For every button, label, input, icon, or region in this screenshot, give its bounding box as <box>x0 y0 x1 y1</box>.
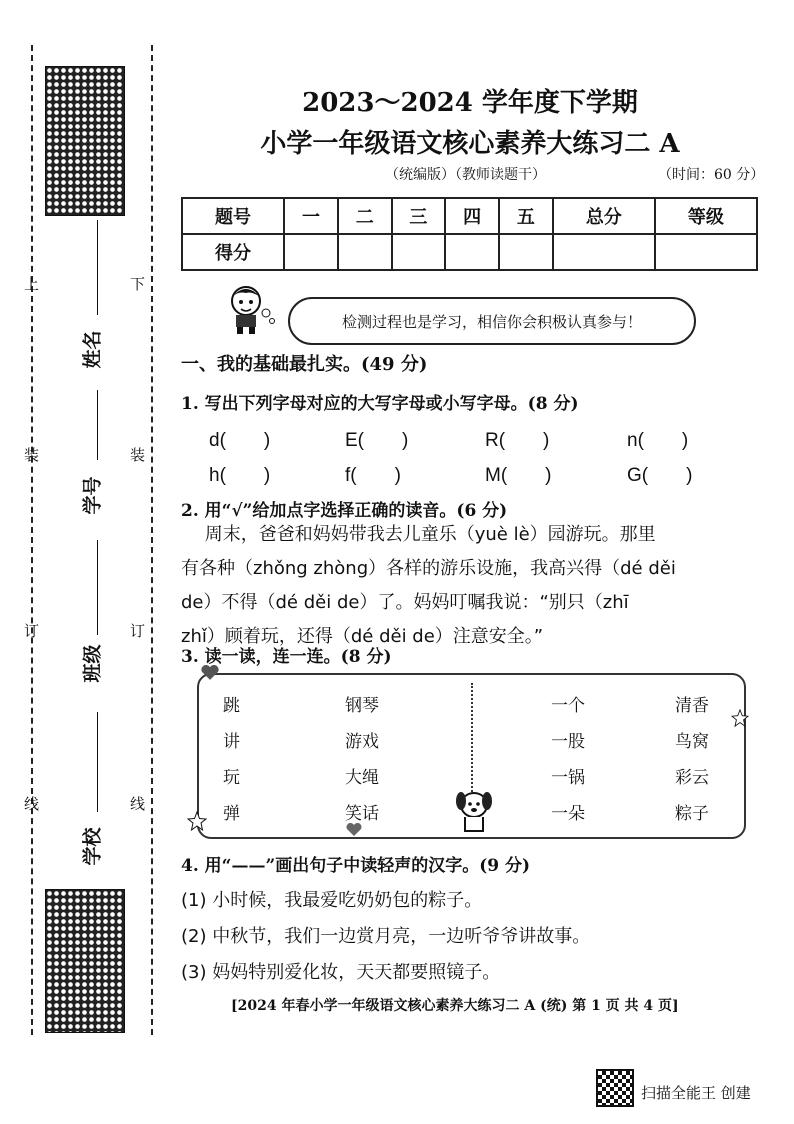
score-blank[interactable] <box>499 234 553 270</box>
letter-item[interactable]: E( ) <box>345 430 409 451</box>
score-table-score-row <box>182 234 757 270</box>
matching-box <box>197 673 746 839</box>
score-table-header-row <box>182 198 757 234</box>
bubble-text: 检测过程也是学习，相信你会积极认真参与！ <box>341 312 642 331</box>
school-label: 学校 <box>81 827 104 866</box>
match-verb[interactable]: 弹 <box>223 804 240 824</box>
binding-dash-line-right <box>151 45 153 1035</box>
match-verb[interactable]: 跳 <box>223 696 240 716</box>
edition-note: （统编版）（教师读题干） <box>385 167 546 183</box>
match-verb[interactable]: 讲 <box>223 732 240 752</box>
match-measure[interactable]: 一锅 <box>551 768 585 788</box>
q2-line: 周末，爸爸和妈妈带我去儿童乐（yuè lè）园游玩。那里 <box>181 524 656 545</box>
score-cell: 二 <box>338 198 392 234</box>
heart-icon <box>345 823 363 837</box>
score-cell: 四 <box>445 198 499 234</box>
exam-title-line2: 小学一年级语文核心素养大练习二 A <box>260 129 680 159</box>
score-cell: 等级 <box>655 198 757 234</box>
binding-char-left: 订 <box>24 622 40 640</box>
score-blank[interactable] <box>392 234 446 270</box>
student-id-line <box>97 390 98 460</box>
binding-char-right: 装 <box>130 446 146 464</box>
match-noun[interactable]: 彩云 <box>675 768 709 788</box>
q2-line: zhǐ）顾着玩，还得（dé děi de）注意安全。” <box>181 626 544 647</box>
letter-item[interactable]: M( ) <box>485 465 552 486</box>
score-cell: 五 <box>499 198 553 234</box>
time-note: （时间：60 分） <box>658 167 765 183</box>
score-cell: 三 <box>392 198 446 234</box>
page-footer: [2024 年春小学一年级语文核心素养大练习二 A (统) 第 1 页 共 4 页] <box>231 998 679 1014</box>
binding-dash-line-left <box>31 45 33 1035</box>
q4-sentence: (2) 中秋节，我们一边赏月亮，一边听爷爷讲故事。 <box>181 926 591 947</box>
score-table <box>181 197 758 271</box>
class-label: 班级 <box>81 644 104 683</box>
score-row-label: 得分 <box>182 234 284 270</box>
encouragement-bubble <box>288 297 696 345</box>
name-label: 姓名 <box>81 330 104 369</box>
score-cell: 总分 <box>553 198 655 234</box>
bottom-dot-pattern <box>45 889 125 1033</box>
q4-title: 4. 用“——”画出句子中读轻声的汉字。(9 分) <box>181 856 531 876</box>
school-line <box>97 712 98 812</box>
binding-char-left: 上 <box>24 275 40 293</box>
q2-line: de）不得（dé děi de）了。妈妈叮嘱我说：“别只（zhī <box>181 592 629 613</box>
binding-char-right: 线 <box>130 795 146 813</box>
q4-sentence: (3) 妈妈特别爱化妆，天天都要照镜子。 <box>181 962 501 983</box>
letter-item[interactable]: R( ) <box>485 430 550 451</box>
match-measure[interactable]: 一个 <box>551 696 585 716</box>
score-blank[interactable] <box>445 234 499 270</box>
top-dot-pattern <box>45 66 125 216</box>
match-measure[interactable]: 一股 <box>551 732 585 752</box>
q4-sentence: (1) 小时候，我最爱吃奶奶包的粽子。 <box>181 890 483 911</box>
name-line <box>97 220 98 315</box>
match-object[interactable]: 笑话 <box>345 804 379 824</box>
qr-code-icon <box>596 1069 634 1107</box>
scanner-watermark: 扫描全能王 创建 <box>641 1084 751 1102</box>
star-icon <box>731 709 749 727</box>
binding-char-left: 装 <box>24 446 40 464</box>
heart-icon <box>199 665 221 681</box>
letter-item[interactable]: G( ) <box>627 465 693 486</box>
letter-item[interactable]: f( ) <box>345 465 401 486</box>
score-cell: 题号 <box>182 198 284 234</box>
match-noun[interactable]: 粽子 <box>675 804 709 824</box>
binding-char-right: 订 <box>130 622 146 640</box>
match-noun[interactable]: 鸟窝 <box>675 732 709 752</box>
score-blank[interactable] <box>284 234 338 270</box>
q2-paragraph <box>181 518 771 654</box>
match-object[interactable]: 钢琴 <box>345 696 379 716</box>
letter-item[interactable]: h( ) <box>209 465 271 486</box>
letter-item[interactable]: d( ) <box>209 430 271 451</box>
exam-title-line1: 2023～2024 学年度下学期 <box>302 88 638 118</box>
score-blank[interactable] <box>655 234 757 270</box>
q1-title: 1. 写出下列字母对应的大写字母或小写字母。(8 分) <box>181 394 579 414</box>
cartoon-boy-icon <box>218 283 278 335</box>
match-noun[interactable]: 清香 <box>675 696 709 716</box>
student-id-label: 学号 <box>81 476 104 515</box>
q2-title: 2. 用“√”给加点字选择正确的读音。(6 分) <box>181 501 508 521</box>
star-icon <box>187 811 207 831</box>
match-verb[interactable]: 玩 <box>223 768 240 788</box>
letter-item[interactable]: n( ) <box>627 430 689 451</box>
match-object[interactable]: 大绳 <box>345 768 379 788</box>
match-measure[interactable]: 一朵 <box>551 804 585 824</box>
score-cell: 一 <box>284 198 338 234</box>
binding-char-left: 线 <box>24 795 40 813</box>
class-line <box>97 540 98 635</box>
score-blank[interactable] <box>338 234 392 270</box>
q2-line: 有各种（zhǒng zhòng）各样的游乐设施，我高兴得（dé děi <box>181 558 676 579</box>
match-object[interactable]: 游戏 <box>345 732 379 752</box>
binding-char-right: 下 <box>130 275 146 293</box>
q3-title: 3. 读一读，连一连。(8 分) <box>181 647 392 667</box>
score-blank[interactable] <box>553 234 655 270</box>
section1-title: 一、我的基础最扎实。(49 分) <box>181 354 428 375</box>
puppy-icon <box>451 785 497 833</box>
